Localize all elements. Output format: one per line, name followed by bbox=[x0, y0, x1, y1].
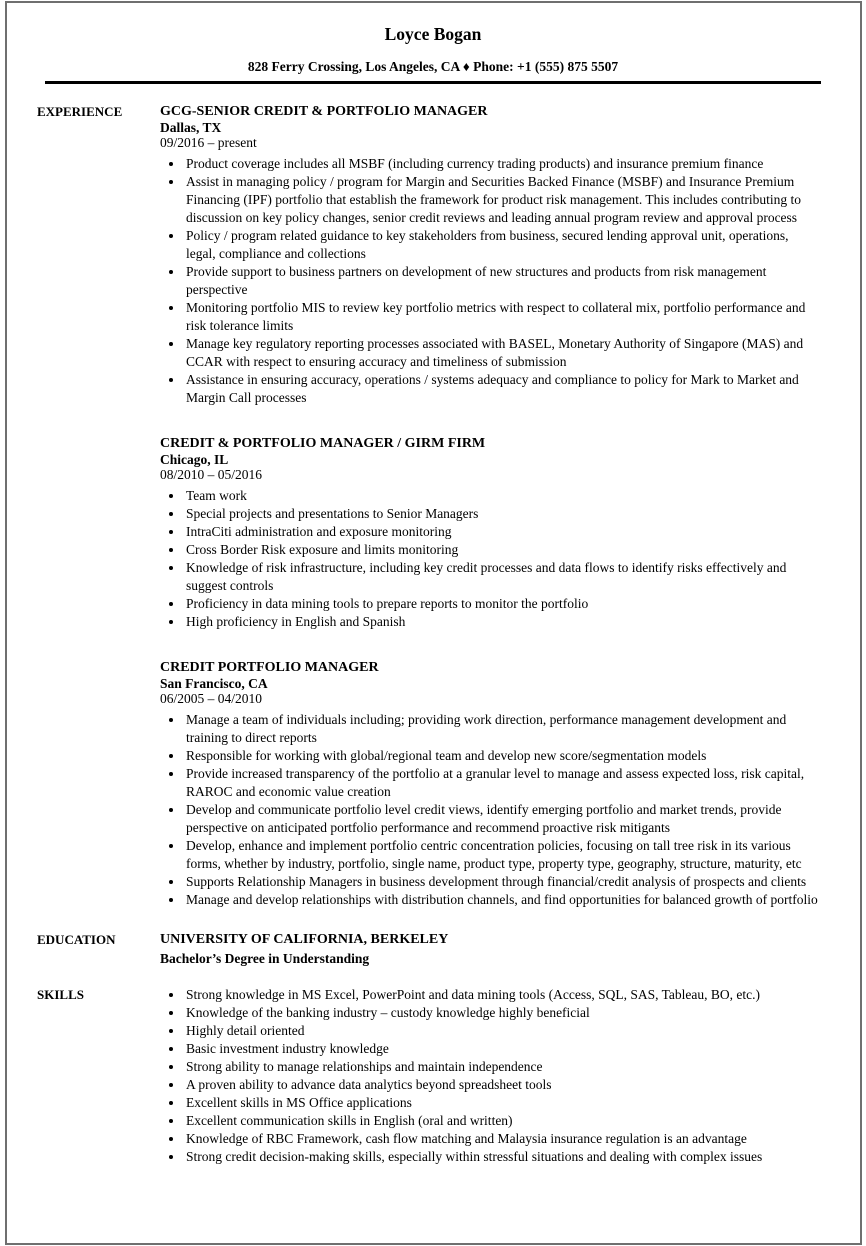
bullet-item: • Product coverage includes all MSBF (including currency trading products) and insurance premium finance bbox=[184, 155, 820, 173]
degree: Bachelor’s Degree in Understanding bbox=[160, 951, 370, 966]
bullet-item: • Team work bbox=[184, 487, 820, 505]
skills-content bbox=[160, 986, 820, 1166]
job-location: Chicago, IL bbox=[160, 452, 229, 467]
skill-item: • Strong credit decision-making skills, especially within stressful situations and dealing with complex issues bbox=[184, 1148, 820, 1166]
experience-section-label: EXPERIENCE bbox=[37, 104, 123, 119]
skill-item: • Basic investment industry knowledge bbox=[184, 1040, 820, 1058]
bullet-item: • Manage and develop relationships with distribution channels, and find opportunities for balanced growth of portfolio bbox=[184, 891, 820, 909]
skill-item: • Highly detail oriented bbox=[184, 1022, 820, 1040]
job-dates: 09/2016 – present bbox=[160, 135, 257, 150]
bullet-item: • Manage a team of individuals including; providing work direction, performance management development and training to direct reports bbox=[184, 711, 820, 747]
skill-item: • Strong ability to manage relationships and maintain independence bbox=[184, 1058, 820, 1076]
bullet-item: • IntraCiti administration and exposure monitoring bbox=[184, 523, 820, 541]
bullet-item: • Cross Border Risk exposure and limits monitoring bbox=[184, 541, 820, 559]
bullet-item: • Monitoring portfolio MIS to review key portfolio metrics with respect to collateral mix, portfolio performance and risk tolerance limits bbox=[184, 299, 820, 335]
bullet-item: • Responsible for working with global/regional team and develop new score/segmentation models bbox=[184, 747, 820, 765]
section-experience bbox=[37, 103, 820, 909]
skills-list bbox=[160, 986, 820, 1166]
education-content bbox=[160, 931, 820, 966]
job-bullet-list bbox=[160, 487, 820, 631]
skill-item: • Excellent skills in MS Office applications bbox=[184, 1094, 820, 1112]
bullet-item: • Assist in managing policy / program for Margin and Securities Backed Finance (MSBF) and Insurance Premium Financing (IPF) portfolio that establish the framework for product risk management. This includes contributing to discussion on key policy changes, senior credit reviews and leading annual program review and approval process bbox=[184, 173, 820, 227]
job-title: CREDIT & PORTFOLIO MANAGER / GIRM FIRM bbox=[160, 436, 486, 451]
skill-item: • A proven ability to advance data analytics beyond spreadsheet tools bbox=[184, 1076, 820, 1094]
job-entry-credit-portfolio-manager bbox=[160, 659, 820, 909]
education-section-label: EDUCATION bbox=[37, 932, 116, 947]
job-location: San Francisco, CA bbox=[160, 676, 268, 691]
bullet-item: • Provide increased transparency of the portfolio at a granular level to manage and assess expected loss, risk capital, RAROC and economic value creation bbox=[184, 765, 820, 801]
skill-item: • Excellent communication skills in English (oral and written) bbox=[184, 1112, 820, 1130]
section-education bbox=[37, 931, 820, 966]
skills-section-label: SKILLS bbox=[37, 987, 84, 1002]
bullet-item: • Policy / program related guidance to key stakeholders from business, secured lending approval unit, operations, legal, compliance and collections bbox=[184, 227, 820, 263]
job-dates: 08/2010 – 05/2016 bbox=[160, 467, 263, 482]
bullet-item: • Special projects and presentations to Senior Managers bbox=[184, 505, 820, 523]
job-title: CREDIT PORTFOLIO MANAGER bbox=[160, 660, 379, 675]
bullet-item: • Proficiency in data mining tools to prepare reports to monitor the portfolio bbox=[184, 595, 820, 613]
skill-item: • Knowledge of the banking industry – custody knowledge highly beneficial bbox=[184, 1004, 820, 1022]
job-entry-gcg-senior-credit-portfolio-manager bbox=[160, 103, 820, 407]
job-dates: 06/2005 – 04/2010 bbox=[160, 691, 263, 706]
job-bullet-list bbox=[160, 711, 820, 909]
bullet-item: • Knowledge of risk infrastructure, including key credit processes and data flows to identify risks effectively and suggest controls bbox=[184, 559, 820, 595]
bullet-item: • Develop, enhance and implement portfolio centric concentration policies, focusing on tall tree risk in its various forms, whether by industry, portfolio, single name, product type, property type, geography, structure, maturity, etc bbox=[184, 837, 820, 873]
bullet-item: • High proficiency in English and Spanish bbox=[184, 613, 820, 631]
contact-line: 828 Ferry Crossing, Los Angeles, CA ♦ Phone: +1 (555) 875 5507 bbox=[247, 59, 619, 74]
candidate-name: Loyce Bogan bbox=[384, 24, 482, 44]
job-bullet-list bbox=[160, 155, 820, 407]
bullet-item: • Manage key regulatory reporting processes associated with BASEL, Monetary Authority of Singapore (MAS) and CCAR with respect to ensuring accuracy and timeliness of submission bbox=[184, 335, 820, 371]
section-skills bbox=[37, 986, 820, 1166]
skill-item: • Knowledge of RBC Framework, cash flow matching and Malaysia insurance regulation is an advantage bbox=[184, 1130, 820, 1148]
skill-item: • Strong knowledge in MS Excel, PowerPoint and data mining tools (Access, SQL, SAS, Tableau, BO, etc.) bbox=[184, 986, 820, 1004]
bullet-item: • Supports Relationship Managers in business development through financial/credit analysis of prospects and clients bbox=[184, 873, 820, 891]
experience-content bbox=[160, 103, 820, 909]
job-location: Dallas, TX bbox=[160, 120, 222, 135]
school-name: UNIVERSITY OF CALIFORNIA, BERKELEY bbox=[160, 932, 449, 947]
header-divider bbox=[45, 81, 821, 84]
bullet-item: • Assistance in ensuring accuracy, operations / systems adequacy and compliance to policy for Mark to Market and Margin Call processes bbox=[184, 371, 820, 407]
bullet-item: • Provide support to business partners on development of new structures and products from risk management perspective bbox=[184, 263, 820, 299]
job-entry-credit-portfolio-manager-girm-firm bbox=[160, 435, 820, 631]
bullet-item: • Develop and communicate portfolio level credit views, identify emerging portfolio and market trends, provide perspective on anticipated portfolio performance and recommend proactive risk mitigants bbox=[184, 801, 820, 837]
job-title: GCG-SENIOR CREDIT & PORTFOLIO MANAGER bbox=[160, 104, 488, 119]
